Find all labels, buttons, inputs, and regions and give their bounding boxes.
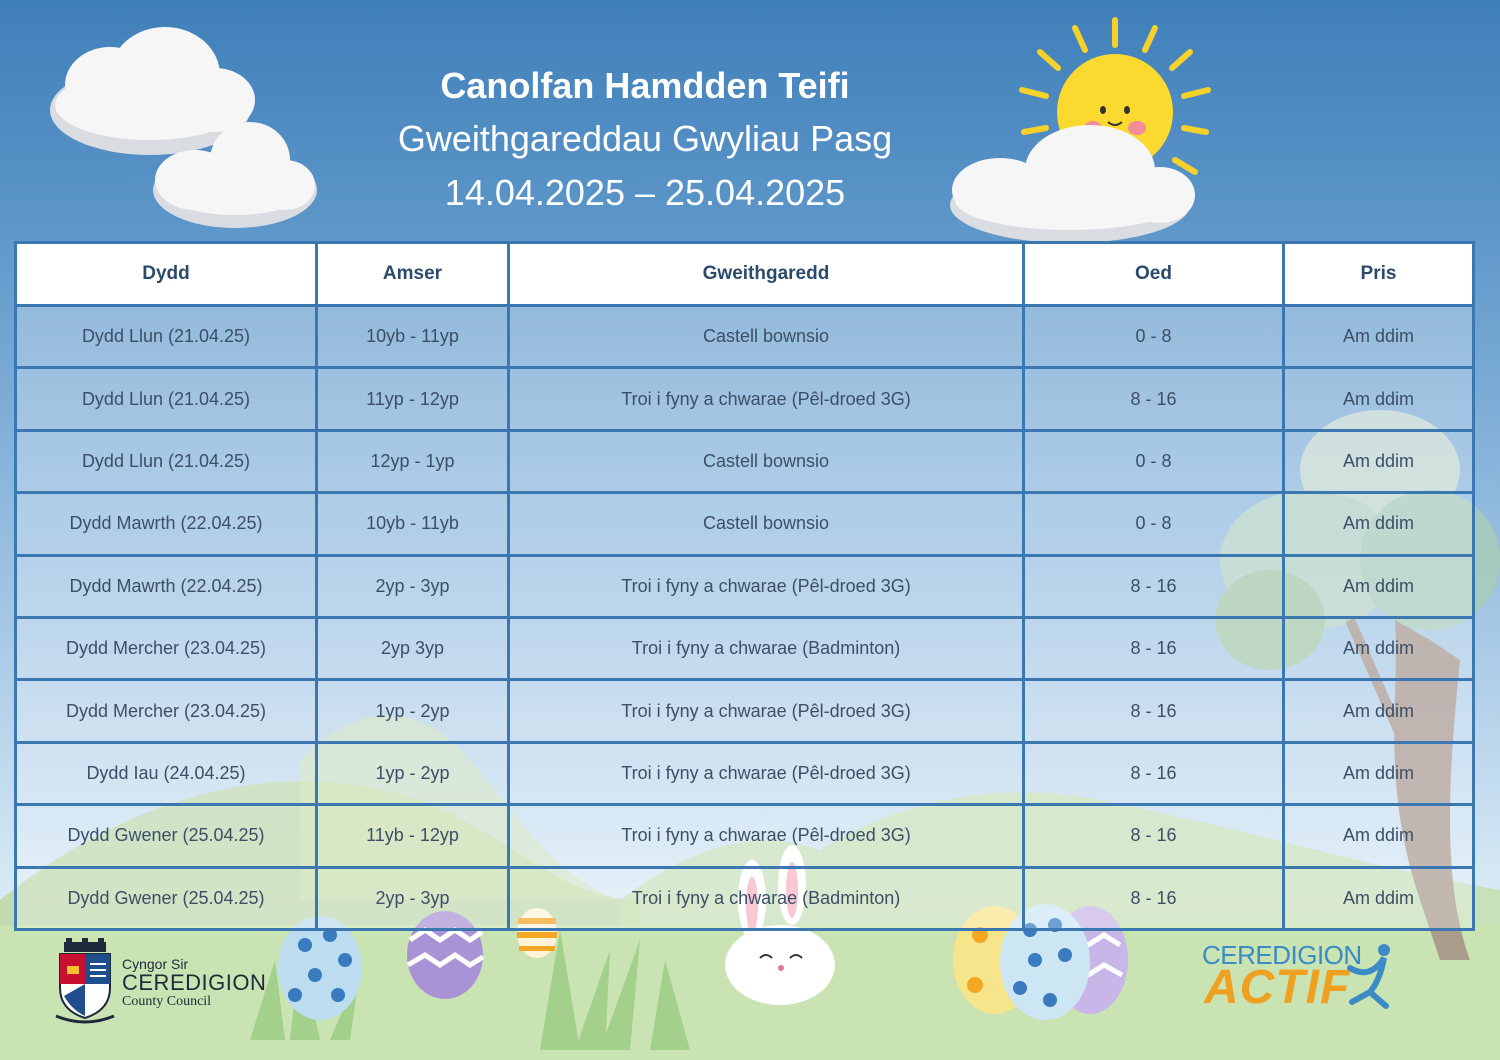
table-row: [16, 742, 1474, 804]
cell-activity: Castell bownsio: [509, 306, 1024, 368]
cell-day: Dydd Iau (24.04.25): [16, 742, 317, 804]
ceredigion-actif-logo: CEREDIGION ACTIF: [1200, 940, 1400, 1010]
cell-day: Dydd Llun (21.04.25): [16, 368, 317, 430]
cell-activity: Troi i fyny a chwarae (Pêl-droed 3G): [509, 805, 1024, 867]
cell-time: 1yp - 2yp: [317, 680, 509, 742]
cell-activity: Troi i fyny a chwarae (Pêl-droed 3G): [509, 680, 1024, 742]
cell-age: 8 - 16: [1024, 555, 1284, 617]
cell-day: Dydd Mercher (23.04.25): [16, 617, 317, 679]
cell-activity: Troi i fyny a chwarae (Badminton): [509, 867, 1024, 929]
cell-time: 10yb - 11yp: [317, 306, 509, 368]
cell-time: 11yp - 12yp: [317, 368, 509, 430]
table-row: [16, 493, 1474, 555]
cell-age: 0 - 8: [1024, 306, 1284, 368]
table-row: [16, 306, 1474, 368]
cell-day: Dydd Mercher (23.04.25): [16, 680, 317, 742]
schedule-table: [14, 241, 1475, 931]
cell-price: Am ddim: [1284, 555, 1474, 617]
council-crest-icon: [52, 938, 118, 1024]
cell-price: Am ddim: [1284, 306, 1474, 368]
cell-day: Dydd Gwener (25.04.25): [16, 805, 317, 867]
header-day: Dydd: [16, 243, 317, 306]
cell-price: Am ddim: [1284, 368, 1474, 430]
title-block: [330, 60, 960, 220]
cell-price: Am ddim: [1284, 805, 1474, 867]
cell-price: Am ddim: [1284, 493, 1474, 555]
cell-time: 11yb - 12yp: [317, 805, 509, 867]
cell-activity: Castell bownsio: [509, 430, 1024, 492]
cell-activity: Castell bownsio: [509, 493, 1024, 555]
cell-age: 8 - 16: [1024, 867, 1284, 929]
actif-figure-icon: [1340, 940, 1400, 1010]
cell-activity: Troi i fyny a chwarae (Pêl-droed 3G): [509, 742, 1024, 804]
cell-activity: Troi i fyny a chwarae (Pêl-droed 3G): [509, 555, 1024, 617]
page-title: Canolfan Hamdden Teifi: [440, 65, 850, 106]
header-time: Amser: [317, 243, 509, 306]
cell-age: 8 - 16: [1024, 680, 1284, 742]
cell-age: 8 - 16: [1024, 617, 1284, 679]
cell-time: 2yp - 3yp: [317, 555, 509, 617]
cell-price: Am ddim: [1284, 680, 1474, 742]
table-row: [16, 805, 1474, 867]
cell-age: 8 - 16: [1024, 742, 1284, 804]
cell-time: 2yp 3yp: [317, 617, 509, 679]
ceredigion-council-logo: [52, 938, 292, 1028]
table-row: [16, 867, 1474, 929]
cell-day: Dydd Llun (21.04.25): [16, 430, 317, 492]
cell-time: 12yp - 1yp: [317, 430, 509, 492]
cell-time: 2yp - 3yp: [317, 867, 509, 929]
cell-day: Dydd Gwener (25.04.25): [16, 867, 317, 929]
table-row: [16, 555, 1474, 617]
cell-age: 0 - 8: [1024, 493, 1284, 555]
table-row: [16, 368, 1474, 430]
header-age: Oed: [1024, 243, 1284, 306]
council-logo-text: Cyngor Sir CEREDIGION County Council: [122, 956, 267, 1009]
page-subtitle: Gweithgareddau Gwyliau Pasg: [397, 118, 893, 159]
cell-price: Am ddim: [1284, 867, 1474, 929]
cell-age: 8 - 16: [1024, 368, 1284, 430]
cell-day: Dydd Mawrth (22.04.25): [16, 493, 317, 555]
table-row: [16, 617, 1474, 679]
cell-time: 10yb - 11yb: [317, 493, 509, 555]
table-header-row: [16, 243, 1474, 306]
header-price: Pris: [1284, 243, 1474, 306]
cell-age: 0 - 8: [1024, 430, 1284, 492]
table-row: [16, 430, 1474, 492]
cell-price: Am ddim: [1284, 617, 1474, 679]
cell-day: Dydd Mawrth (22.04.25): [16, 555, 317, 617]
date-range: 14.04.2025 – 25.04.2025: [444, 172, 846, 213]
table-row: [16, 680, 1474, 742]
cell-activity: Troi i fyny a chwarae (Badminton): [509, 617, 1024, 679]
cell-price: Am ddim: [1284, 430, 1474, 492]
cell-time: 1yp - 2yp: [317, 742, 509, 804]
cell-age: 8 - 16: [1024, 805, 1284, 867]
cell-activity: Troi i fyny a chwarae (Pêl-droed 3G): [509, 368, 1024, 430]
header-activity: Gweithgaredd: [509, 243, 1024, 306]
cell-price: Am ddim: [1284, 742, 1474, 804]
cell-day: Dydd Llun (21.04.25): [16, 306, 317, 368]
